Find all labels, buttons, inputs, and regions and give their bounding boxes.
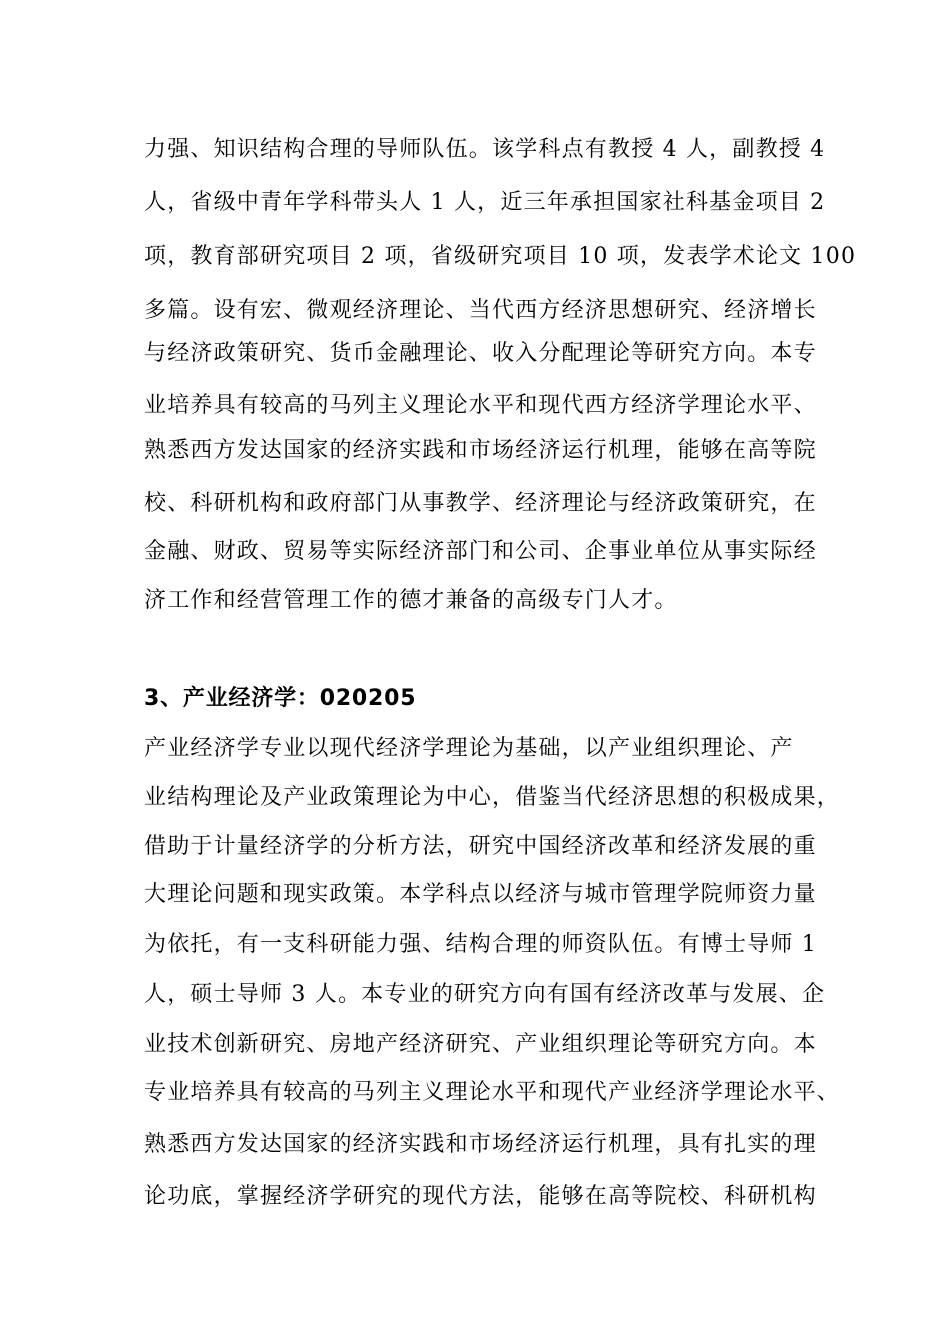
paragraph-line: 大理论问题和现实政策。本学科点以经济与城市管理学院师资力量 (144, 882, 817, 907)
paragraph-line: 业结构理论及产业政策理论为中心，借鉴当代经济思想的积极成果， (144, 785, 841, 810)
paragraph-line: 论功底，掌握经济学研究的现代方法，能够在高等院校、科研机构 (144, 1184, 817, 1209)
paragraph-line: 力强、知识结构合理的导师队伍。该学科点有教授 4 人，副教授 4 (144, 137, 826, 162)
paragraph-line: 济工作和经营管理工作的德才兼备的高级专门人才。 (144, 588, 678, 613)
paragraph-line: 人，硕士导师 3 人。本专业的研究方向有国有经济改革与发展、企 (144, 982, 826, 1007)
paragraph-line: 专业培养具有较高的马列主义理论水平和现代产业经济学理论水平、 (144, 1080, 841, 1105)
paragraph-line: 多篇。设有宏、微观经济理论、当代西方经济思想研究、经济增长 (144, 298, 817, 323)
paragraph-line: 业培养具有较高的马列主义理论水平和现代西方经济学理论水平、 (144, 393, 817, 418)
paragraph-line: 校、科研机构和政府部门从事教学、经济理论与经济政策研究，在 (144, 491, 817, 516)
paragraph-line: 熟悉西方发达国家的经济实践和市场经济运行机理，能够在高等院 (144, 438, 817, 463)
paragraph-line: 熟悉西方发达国家的经济实践和市场经济运行机理，具有扎实的理 (144, 1132, 817, 1157)
paragraph-line: 业技术创新研究、房地产经济研究、产业组织理论等研究方向。本 (144, 1032, 817, 1057)
section-heading: 3、产业经济学：020205 (144, 686, 417, 711)
paragraph-line: 与经济政策研究、货币金融理论、收入分配理论等研究方向。本专 (144, 341, 817, 366)
paragraph-line: 产业经济学专业以现代经济学理论为基础，以产业组织理论、产 (144, 736, 794, 761)
paragraph-line: 为依托，有一支科研能力强、结构合理的师资队伍。有博士导师 1 (144, 932, 817, 957)
paragraph-line: 借助于计量经济学的分析方法，研究中国经济改革和经济发展的重 (144, 834, 817, 859)
paragraph-line: 项，教育部研究项目 2 项，省级研究项目 10 项，发表学术论文 100 (144, 244, 857, 269)
paragraph-line: 人，省级中青年学科带头人 1 人，近三年承担国家社科基金项目 2 (144, 190, 826, 215)
paragraph-line: 金融、财政、贸易等实际经济部门和公司、企事业单位从事实际经 (144, 539, 817, 564)
